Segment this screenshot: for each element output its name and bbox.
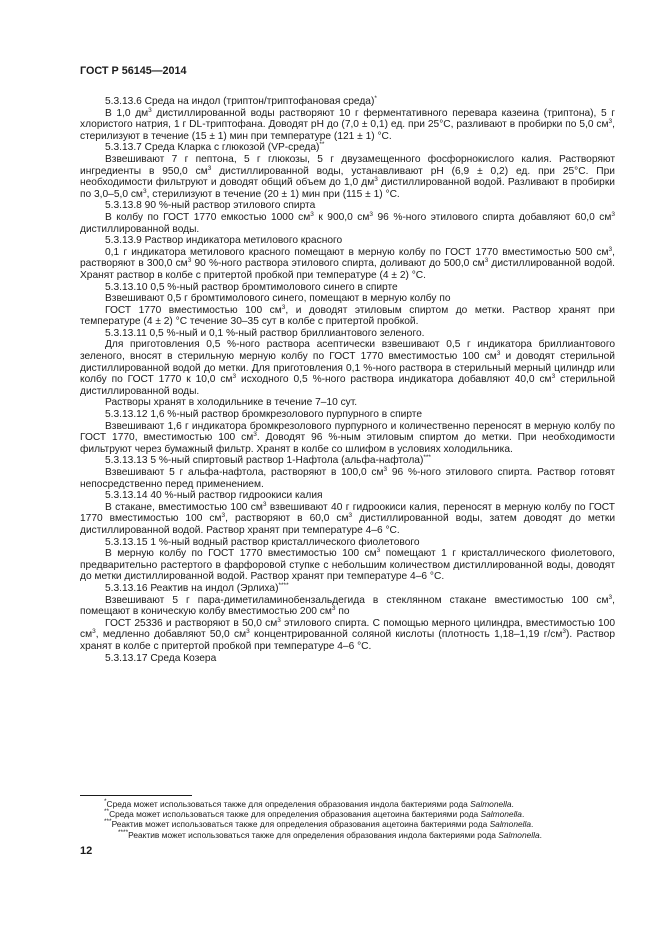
footnote-ref: ** [319,141,325,149]
section-heading: 5.3.13.13 5 %-ный спиртовый раствор 1-Нафтола (альфа-нафтола)*** [105,454,431,467]
section-heading: 5.3.13.9 Раствор индикатора метилового красного [105,235,343,247]
section-heading: 5.3.13.11 0,5 %-ный и 0,1 %-ный раствор бриллиантового зеленого. [105,327,425,339]
paragraph: Взвешивают 5 г альфа-нафтола, растворяют в 100,0 $см^3$ 96 %-ного этилового спирта. Раствор готовят непосредственно перед применением. [80,466,615,490]
paragraph: В 1,0 $дм^3$ дистиллированной воды растворяют 10 г ферментативного перевара казеина (триптона), 5 г хлористого натрия, 1 г DL-триптофана. Доводят pH до (7,0 ± 0,1) ед. при 25°С, разливают в пробирки по 5,0 $см^3$, стерилизуют в течение (15 ± 1) мин при температуре (121 ± 1) °С. [80,106,615,142]
footnote-ref: *** [423,454,431,462]
paragraph: В стакане, вместимостью 100 $см^3$ взвешивают 40 г гидроокиси калия, переносят в мерную колбу по ГОСТ 1770 вместимостью 100 $см^3$, растворяют в 60,0 $см^3$ дистиллированной воды, затем доводят до метки дистиллированной водой. Раствор хранят при температуре 4–6 °С. [80,500,616,536]
section-heading: 5.3.13.10 0,5 %-ный раствор бромтимолового синего в спирте [105,281,398,293]
section-heading: 5.3.13.8 90 %-ный раствор этилового спирта [105,200,316,212]
footnote-ref: * [374,95,377,102]
page-number: 12 [80,845,93,857]
footnotes [104,799,615,840]
section-heading: 5.3.13.7 Среда Кларка с глюкозой (VP-среда)** [105,141,325,154]
footnote: ****Реактив может использоваться также для определения образования индола бактериями рода Salmonella. [118,828,542,840]
paragraph: В колбу по ГОСТ 1770 емкостью 1000 $см^3$ к 900,0 $см^3$ 96 %-ного этилового спирта добавляют 60,0 $см^3$ дистиллированной воды. [80,210,615,235]
paragraph: ГОСТ 1770 вместимостью 100 $см^3$, и доводят этиловым спиртом до метки. Раствор хранят при температуре (4 ± 2) °С течение 30–35 сут в колбе с притертой пробкой. [80,303,615,328]
section-heading: 5.3.13.6 Среда на индол (триптон/триптофановая среда)* [105,95,377,107]
paragraph: Взвешивают 5 г пара-диметиламинобензальдегида в стеклянном стакане вместимостью 100 $см^3$, помещают в коническую колбу вместимостью 200 $см^3$ по [80,593,615,618]
footnote-ref: **** [278,581,289,589]
document-body [80,96,615,664]
section-heading: 5.3.13.15 1 %-ный водный раствор кристаллического фиолетового [105,536,420,548]
footnote: *Среда может использоваться также для определения образования индола бактериями рода Salmonella. [104,798,514,809]
paragraph: Взвешивают 0,5 г бромтимолового синего, помещают в мерную колбу по [105,293,451,305]
section-heading: 5.3.13.14 40 %-ный раствор гидроокиси калия [105,490,323,502]
paragraph: Взвешивают 7 г пептона, 5 г глюкозы, 5 г двузамещенного фосфорнокислого калия. Растворяют ингредиенты в 950,0 $см^3$ дистиллированной воды, устанавливают pH (6,9 ± 0,2) ед. при 25°С. При необходимости фильтруют и доводят общий объем до 1,0 $дм^3$ дистиллированной водой. Разливают в пробирки по 3,0–5,0 $см^3$, стерилизуют в течение (20 ± 1) мин при (115 ± 1) °С. [80,153,615,200]
document-header: ГОСТ Р 56145—2014 [80,65,187,77]
section-heading: 5.3.13.16 Реактив на индол (Эрлиха)**** [105,581,289,594]
paragraph: ГОСТ 25336 и растворяют в 50,0 $см^3$ этилового спирта. С помощью мерного цилиндра, вместимостью 100 $см^3$, медленно добавляют 50,0 $см^3$ концентрированной соляной кислоты (плотность 1,18–1,19 $г/см^3$). Раствор хранят в колбе с притертой пробкой при температуре 4–6 °С. [80,616,616,652]
paragraph: В мерную колбу по ГОСТ 1770 вместимостью 100 $см^3$ помещают 1 г кристаллического фиолетового, предварительно растертого в фарфоровой ступке с небольшим количеством дистиллированной воды, доводят до метки дистиллированной водой. Раствор хранят при температуре 4–6 °С. [80,547,615,583]
footnote: ***Реактив может использоваться также для определения образования ацетоина бактериями рода Salmonella. [104,818,534,830]
section-heading: 5.3.13.12 1,6 %-ный раствор бромкрезолового пурпурного в спирте [105,409,422,421]
section-heading: 5.3.13.17 Среда Козера [105,652,217,664]
paragraph: Для приготовления 0,5 %-ного раствора асептически взвешивают 0,5 г индикатора бриллиантового зеленого, вносят в стерильную мерную колбу по ГОСТ 1770 вместимостью 100 $см^3$ и доводят стерильной дистиллированной водой до метки. Для приготовления 0,1 %-ного раствора в стерильный мерный цилиндр или колбу по ГОСТ 1770 к 10,0 $см^3$ исходного 0,5 %-ного раствора индикатора добавляют 40,0 $см^3$ стерильной дистиллированной воды. [80,339,616,397]
paragraph: Растворы хранят в холодильнике в течение 7–10 сут. [105,397,358,409]
footnote-divider [80,795,192,796]
paragraph: Взвешивают 1,6 г индикатора бромкрезолового пурпурного и количественно переносят в мерную колбу по ГОСТ 1770, вместимостью 100 $см^3$. Доводят 96 %-ным этиловым спиртом до метки. При необходимости фильтруют через бумажный фильтр. Хранят в колбе со шлифом в условиях холодильника. [80,420,615,455]
paragraph: 0,1 г индикатора метилового красного помещают в мерную колбу по ГОСТ 1770 вместимостью 500 $см^3$, растворяют в 300,0 $см^3$ 90 %-ного раствора этилового спирта, доливают до 500,0 $см^3$ дистиллированной водой. Хранят раствор в колбе с притертой пробкой при температуре (4 ± 2) °С. [80,245,615,281]
footnote: **Среда может использоваться также для определения образования ацетоина бактериями рода Salmonella. [104,808,525,820]
